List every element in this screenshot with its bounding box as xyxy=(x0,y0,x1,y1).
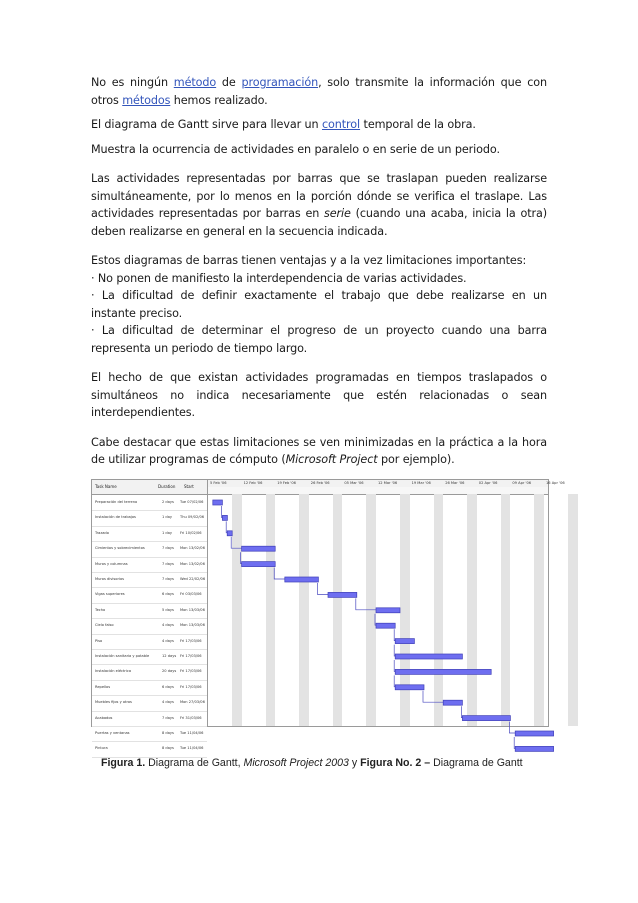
gantt-week-label: 12 Feb '06 xyxy=(243,481,263,485)
gantt-bar xyxy=(395,685,424,690)
gantt-task-start: Fri 10/02/06 xyxy=(180,530,202,535)
caption-fig2-label: Figura No. 2 – xyxy=(360,757,431,769)
paragraph-6: El hecho de que existan actividades programadas en tiempos traslapados o simultáneos no indica necesariamente que estén relacionadas o sean interdependientes. xyxy=(91,371,547,419)
gantt-task-name: Cielo falso xyxy=(95,623,114,628)
gantt-task-name: Trazado xyxy=(95,530,109,535)
list-intro: Estos diagramas de barras tienen ventajas y a la vez limitaciones importantes: xyxy=(91,254,527,267)
paragraph-4 xyxy=(91,170,547,240)
gantt-task-duration: 7 days xyxy=(162,546,174,551)
gantt-week-label: 02 Apr '06 xyxy=(478,481,498,485)
gantt-bar xyxy=(443,700,462,705)
caption-text: Diagrama de Gantt xyxy=(430,757,523,769)
gantt-task-row xyxy=(92,741,207,757)
gantt-chart-figure xyxy=(91,479,565,751)
gantt-task-start: Mon 13/03/06 xyxy=(180,607,205,612)
gantt-task-duration: 7 days xyxy=(162,561,174,566)
text: , solo transmite la información que con otros xyxy=(91,76,547,107)
list-item: · No ponen de manifiesto la interdependencia de varias actividades. xyxy=(91,271,467,285)
gantt-task-row xyxy=(92,695,207,711)
text: No es ningún xyxy=(91,76,174,89)
gantt-task-row xyxy=(92,557,207,573)
text: temporal de la obra. xyxy=(360,118,476,131)
gantt-bar xyxy=(213,500,223,505)
gantt-weekend-shade xyxy=(568,494,578,726)
gantt-task-row xyxy=(92,541,207,557)
caption-text: Diagrama de Gantt, xyxy=(145,757,244,769)
link-metodo[interactable]: método xyxy=(173,76,217,89)
gantt-week-label: 16 Apr '06 xyxy=(546,481,565,485)
gantt-task-start: Fri 17/03/06 xyxy=(180,669,202,674)
gantt-bar xyxy=(462,716,510,721)
header-task-name: Task Name xyxy=(95,484,117,489)
header-start: Start xyxy=(184,484,194,489)
gantt-task-start: Mon 13/02/06 xyxy=(180,546,205,551)
gantt-week-label: 12 Mar '06 xyxy=(378,481,398,485)
gantt-task-name: Acabados xyxy=(95,715,113,720)
gantt-task-start: Fri 31/03/06 xyxy=(180,715,202,720)
gantt-bar xyxy=(515,746,553,751)
gantt-task-name: Preparación del terreno xyxy=(95,500,138,504)
gantt-task-name: Muebles fijos y otros xyxy=(95,700,132,705)
gantt-dependency-line xyxy=(317,583,328,594)
gantt-task-name: Puertas y ventanas xyxy=(95,731,130,735)
text: de xyxy=(216,76,242,89)
gantt-task-duration: 1 day xyxy=(162,530,173,535)
emphasis: Microsoft Project xyxy=(285,453,378,466)
gantt-week-label: 5 Feb '06 xyxy=(210,481,227,485)
gantt-week-label: 05 Mar '06 xyxy=(344,481,364,485)
gantt-task-name: Piso xyxy=(95,638,103,643)
caption-text: y xyxy=(348,757,361,769)
text: Cabe destacar que estas limitaciones se ven minimizadas en la práctica a la hora de utilizar programas de cómputo ( xyxy=(91,435,547,466)
gantt-task-row xyxy=(92,495,207,511)
gantt-task-duration: 6 days xyxy=(162,592,174,597)
caption-emphasis: Microsoft Project 2003 xyxy=(243,757,349,769)
gantt-task-name: Instalación de trabajos xyxy=(95,515,136,520)
link-programacion[interactable]: programación xyxy=(241,76,319,89)
gantt-dependency-line xyxy=(423,691,443,702)
gantt-task-row xyxy=(92,526,207,542)
gantt-task-row xyxy=(92,680,207,696)
gantt-bar xyxy=(395,654,462,659)
header-duration: Duration xyxy=(158,484,176,489)
gantt-dependency-line xyxy=(509,722,515,733)
gantt-task-start: Thu 09/02/06 xyxy=(180,515,205,520)
gantt-task-start: Fri 17/03/06 xyxy=(180,638,202,643)
gantt-task-duration: 2 days xyxy=(162,500,174,504)
gantt-task-name: Vigas superiores xyxy=(95,592,125,597)
text: (cuando una acaba, inicia la otra) deben realizarse en general en la secuencia indicada. xyxy=(91,207,547,238)
gantt-bar xyxy=(376,623,395,628)
gantt-task-name: Cimientos y sobrecimientos xyxy=(95,546,145,551)
gantt-task-start: Wed 22/02/06 xyxy=(180,577,206,581)
gantt-task-name: Instalación sanitaria y potable xyxy=(95,654,150,658)
gantt-week-label: 26 Mar '06 xyxy=(445,481,465,485)
gantt-dependency-line xyxy=(274,568,285,579)
paragraph-7 xyxy=(91,434,547,469)
gantt-task-row xyxy=(92,510,207,526)
gantt-task-duration: 4 days xyxy=(162,700,174,705)
gantt-dependency-line xyxy=(356,598,376,609)
gantt-week-label: 19 Mar '06 xyxy=(411,481,431,485)
gantt-week-label: 09 Apr '06 xyxy=(512,481,532,485)
gantt-task-start: Fri 03/03/06 xyxy=(180,592,202,597)
gantt-week-label: 19 Feb '06 xyxy=(277,481,296,485)
gantt-task-duration: 8 days xyxy=(162,731,174,735)
gantt-bar xyxy=(395,639,414,644)
gantt-week-label: 26 Feb '06 xyxy=(310,481,330,485)
paragraph-1 xyxy=(91,74,547,109)
gantt-task-name: Muros y columnas xyxy=(95,561,128,566)
gantt-task-start: Mon 27/03/06 xyxy=(180,700,205,705)
paragraph-2 xyxy=(91,116,547,134)
gantt-task-row xyxy=(92,711,207,727)
gantt-task-duration: 7 days xyxy=(162,577,174,581)
gantt-task-name: Pintura xyxy=(95,746,108,751)
gantt-task-row xyxy=(92,603,207,619)
gantt-task-start: Tue 11/04/06 xyxy=(180,731,204,735)
text: Las actividades representadas por barras que se traslapan pueden realizarse simultáneamente, por lo menos en la porción dónde se verifica el traslape. Las actividades representadas por barras en xyxy=(91,172,547,220)
gantt-task-duration: 12 days xyxy=(162,654,177,658)
list-item: · La dificultad de determinar el progreso de un proyecto cuando una barra representa un periodo de tiempo largo. xyxy=(91,324,547,355)
gantt-task-name: Instalación eléctrica xyxy=(95,669,132,674)
gantt-bar xyxy=(227,531,232,536)
gantt-task-row xyxy=(92,572,207,588)
gantt-bar xyxy=(242,562,276,567)
gantt-task-start: Tue 11/04/06 xyxy=(180,746,204,751)
gantt-task-row xyxy=(92,649,207,665)
link-control[interactable]: control xyxy=(321,118,361,131)
gantt-bar xyxy=(395,669,491,674)
gantt-task-duration: 1 day xyxy=(162,515,173,520)
gantt-task-duration: 20 days xyxy=(162,669,177,674)
paragraph-3: Muestra la ocurrencia de actividades en paralelo o en serie de un periodo. xyxy=(91,142,500,156)
gantt-timeline xyxy=(208,480,565,726)
emphasis: serie xyxy=(324,207,351,220)
gantt-task-start: Fri 17/03/06 xyxy=(180,684,202,689)
gantt-bar xyxy=(222,515,227,520)
text: El diagrama de Gantt sirve para llevar un xyxy=(91,118,322,131)
gantt-task-start: Mon 13/02/06 xyxy=(180,561,205,566)
gantt-task-start: Mon 13/03/06 xyxy=(180,623,205,628)
document-body xyxy=(91,74,547,469)
gantt-task-duration: 6 days xyxy=(162,684,174,689)
caption-fig1-label: Figura 1. xyxy=(101,757,146,769)
gantt-task-row xyxy=(92,664,207,680)
gantt-table-header xyxy=(92,480,207,495)
figure-caption xyxy=(101,757,523,769)
text: por ejemplo). xyxy=(377,453,455,466)
gantt-task-start: Tue 07/02/06 xyxy=(180,500,204,504)
gantt-task-row xyxy=(92,587,207,603)
gantt-dependency-line xyxy=(231,537,241,548)
gantt-bar xyxy=(285,577,319,582)
gantt-bar xyxy=(328,592,357,597)
gantt-task-duration: 4 days xyxy=(162,638,174,643)
gantt-task-row xyxy=(92,618,207,634)
gantt-task-name: Techo xyxy=(95,607,106,612)
gantt-task-start: Fri 17/03/06 xyxy=(180,654,202,658)
gantt-task-row xyxy=(92,726,207,742)
gantt-task-name: Repellos xyxy=(95,684,111,689)
gantt-bar xyxy=(242,546,276,551)
gantt-task-name: Muros divisorios xyxy=(95,577,125,581)
list-item: · La dificultad de definir exactamente el trabajo que debe realizarse en un instante preciso. xyxy=(91,289,547,320)
text: hemos realizado. xyxy=(170,93,268,107)
gantt-task-row xyxy=(92,634,207,650)
gantt-bar xyxy=(376,608,400,613)
gantt-task-duration: 8 days xyxy=(162,746,174,751)
gantt-task-duration: 4 days xyxy=(162,623,174,628)
link-metodos[interactable]: métodos xyxy=(122,93,171,107)
gantt-bars xyxy=(208,480,548,726)
gantt-task-table xyxy=(92,480,208,751)
gantt-bar xyxy=(515,731,553,736)
paragraph-5 xyxy=(91,252,547,357)
gantt-task-duration: 5 days xyxy=(162,607,174,612)
gantt-task-duration: 7 days xyxy=(162,715,174,720)
